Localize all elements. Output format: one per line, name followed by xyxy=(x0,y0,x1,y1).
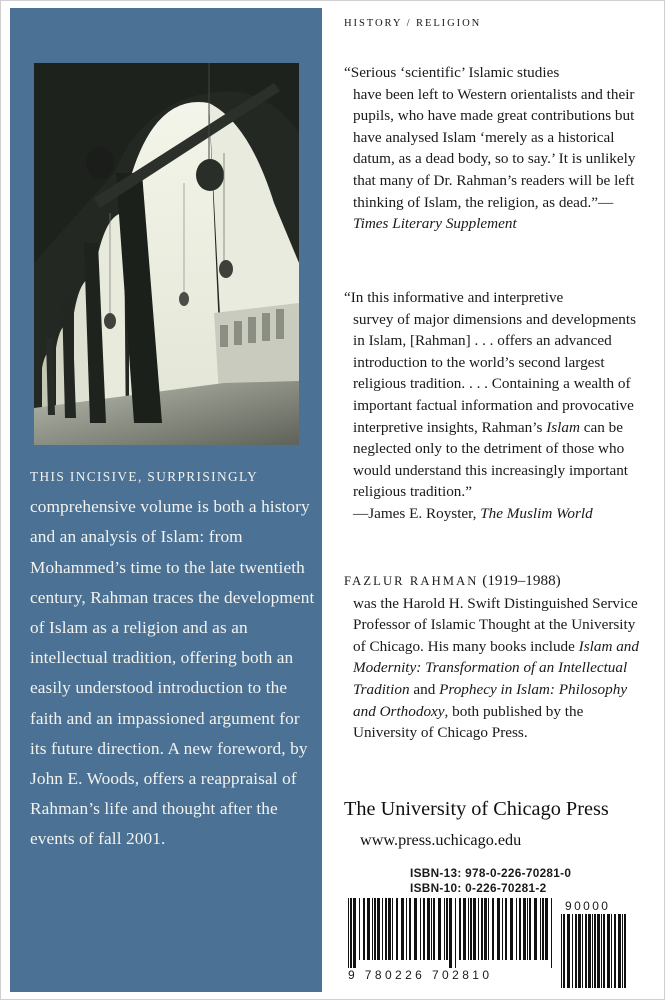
addon-bar xyxy=(597,914,600,988)
blue-side-panel xyxy=(10,8,322,992)
barcode-bar xyxy=(502,898,503,960)
addon-bar xyxy=(607,914,610,988)
barcode-bar xyxy=(438,898,441,960)
addon-bar xyxy=(575,914,577,988)
addon-bar xyxy=(578,914,581,988)
barcode-bar xyxy=(374,898,376,960)
ean-barcode xyxy=(348,898,556,968)
barcode-bar xyxy=(353,898,356,968)
addon-bar xyxy=(614,914,616,988)
addon-bar xyxy=(561,914,562,988)
barcode-bar xyxy=(516,898,517,960)
quote2-italic-title: Islam xyxy=(546,418,580,436)
barcode-bar xyxy=(420,898,421,960)
quote1-text: have been left to Western orientalists and their pupils, who have made great contributions but have analysed Islam ‘merely as a historical datum, as a dead body, so to say.’ It is unlikely that many of Dr. Rahman’s readers will be left thinking of Islam, the religion, as dead.”— xyxy=(353,85,636,211)
quote1-source: Times Literary Supplement xyxy=(353,215,517,233)
barcode-bar xyxy=(455,898,456,968)
barcode-bar xyxy=(540,898,541,960)
barcode-bar xyxy=(449,898,452,968)
barcode-bar xyxy=(396,898,398,960)
quote2-source: The Muslim World xyxy=(480,504,593,522)
barcode-bar xyxy=(446,898,448,960)
barcode-bar xyxy=(484,898,487,960)
barcode-bar xyxy=(367,898,370,960)
barcode-bar xyxy=(529,898,531,960)
addon-bar xyxy=(622,914,623,988)
addon-bar xyxy=(567,914,570,988)
addon-bar xyxy=(624,914,626,988)
barcode-bar xyxy=(551,898,552,968)
quote2-first-line: “In this informative and interpretive xyxy=(344,289,564,306)
barcode-bar xyxy=(350,898,352,968)
barcode-bar xyxy=(519,898,521,960)
barcode-bar xyxy=(372,898,373,960)
quote2-attribution: —James E. Royster, xyxy=(353,504,481,522)
barcode-bar xyxy=(427,898,430,960)
bio-book2: Prophecy in Islam: Philosophy and Orthodoxy xyxy=(353,680,628,720)
quote2-text-after: can be neglected only to the detriment of those who would understand this increasingly important religious tradition.” xyxy=(353,418,629,501)
barcode-bar xyxy=(348,898,349,968)
isbn10: ISBN-10: 0-226-70281-2 xyxy=(410,881,547,895)
blurb-body: comprehensive volume is both a history and an analysis of Islam: from Mohammed’s time to the late twentieth century, Rahman traces the development of Islam as a religion and as an intellectual tradition, offering both an easily understood introduction to the faith and an impassioned argument for its future direction. A new foreword, by John E. Woods, offers a reappraisal of Rahman’s life and thought after the events of fall 2001. xyxy=(30,497,315,849)
barcode-bar xyxy=(459,898,461,960)
review-quote-muslim-world xyxy=(344,287,644,525)
barcode-bar xyxy=(385,898,387,960)
publisher-website[interactable]: www.press.uchicago.edu xyxy=(360,831,522,849)
blurb-lead-caps: THIS INCISIVE, SURPRISINGLY xyxy=(30,469,259,484)
quote2-text-before: survey of major dimensions and developments in Islam, [Rahman] . . . offers an advanced introduction to the world’s second largest religious tradition. . . . Containing a wealth of important factual information and provocative interpretive insights, Rahman’s xyxy=(353,310,637,436)
barcode-bar xyxy=(363,898,365,960)
barcode-bar xyxy=(388,898,391,960)
addon-bar xyxy=(588,914,591,988)
barcode-bar xyxy=(481,898,483,960)
addon-bar xyxy=(585,914,587,988)
barcode-bar xyxy=(431,898,432,960)
barcode-bar xyxy=(473,898,476,960)
barcode-bar xyxy=(497,898,500,960)
addon-bar xyxy=(563,914,565,988)
barcode-bar xyxy=(510,898,513,960)
isbn13: ISBN-13: 978-0-226-70281-0 xyxy=(410,866,572,880)
isbn-block xyxy=(410,866,571,896)
barcode-bar xyxy=(523,898,526,960)
barcode-bar xyxy=(534,898,537,960)
barcode-bar xyxy=(542,898,544,960)
addon-bar xyxy=(592,914,593,988)
addon-bar xyxy=(594,914,596,988)
barcode-bar xyxy=(377,898,380,960)
barcode-bar xyxy=(468,898,469,960)
barcode-bar xyxy=(488,898,489,960)
addon-bar xyxy=(603,914,605,988)
barcode-bar xyxy=(401,898,404,960)
bio-text: was the Harold H. Swift Distinguished Service Professor of Islamic Thought at the University of Chicago. His many books include xyxy=(353,594,638,655)
mosque-arcade-photo xyxy=(34,63,299,445)
barcode-bar xyxy=(406,898,407,960)
barcode-digits: 9 780226 702810 xyxy=(348,968,493,982)
author-name: FAZLUR RAHMAN xyxy=(344,574,479,588)
barcode-bar xyxy=(359,898,360,960)
author-dates: (1919–1988) xyxy=(478,572,561,589)
barcode-bar xyxy=(382,898,383,960)
bio-book1: Islam and Modernity: Transformation of an Intellectual Tradition xyxy=(353,637,639,698)
author-bio xyxy=(344,570,644,744)
barcode-bar xyxy=(423,898,425,960)
barcode-bar xyxy=(470,898,472,960)
barcode-bar xyxy=(478,898,479,960)
review-quote-tls xyxy=(344,62,644,235)
barcode-bar xyxy=(463,898,466,960)
barcode-bar xyxy=(433,898,435,960)
addon-bar xyxy=(582,914,583,988)
barcode-bar xyxy=(492,898,494,960)
addon-bar xyxy=(601,914,602,988)
category-label: HISTORY / RELIGION xyxy=(344,18,482,29)
addon-bar xyxy=(611,914,612,988)
barcode-bar xyxy=(527,898,528,960)
barcode-bar xyxy=(444,898,445,960)
barcode-bar xyxy=(392,898,393,960)
barcode-bar xyxy=(414,898,417,960)
barcode-bar xyxy=(505,898,507,960)
addon-bar xyxy=(618,914,621,988)
barcode-bar xyxy=(409,898,411,960)
price-code: 90000 xyxy=(565,899,611,913)
publisher-name: The University of Chicago Press xyxy=(344,798,609,820)
addon-bar xyxy=(572,914,573,988)
quote1-first-line: “Serious ‘scientific’ Islamic studies xyxy=(344,64,560,81)
bio-end: , both published by the University of Chicago Press. xyxy=(353,702,584,742)
bio-and: and xyxy=(409,680,440,698)
barcode-bar xyxy=(545,898,548,960)
cover-blurb xyxy=(30,461,315,855)
